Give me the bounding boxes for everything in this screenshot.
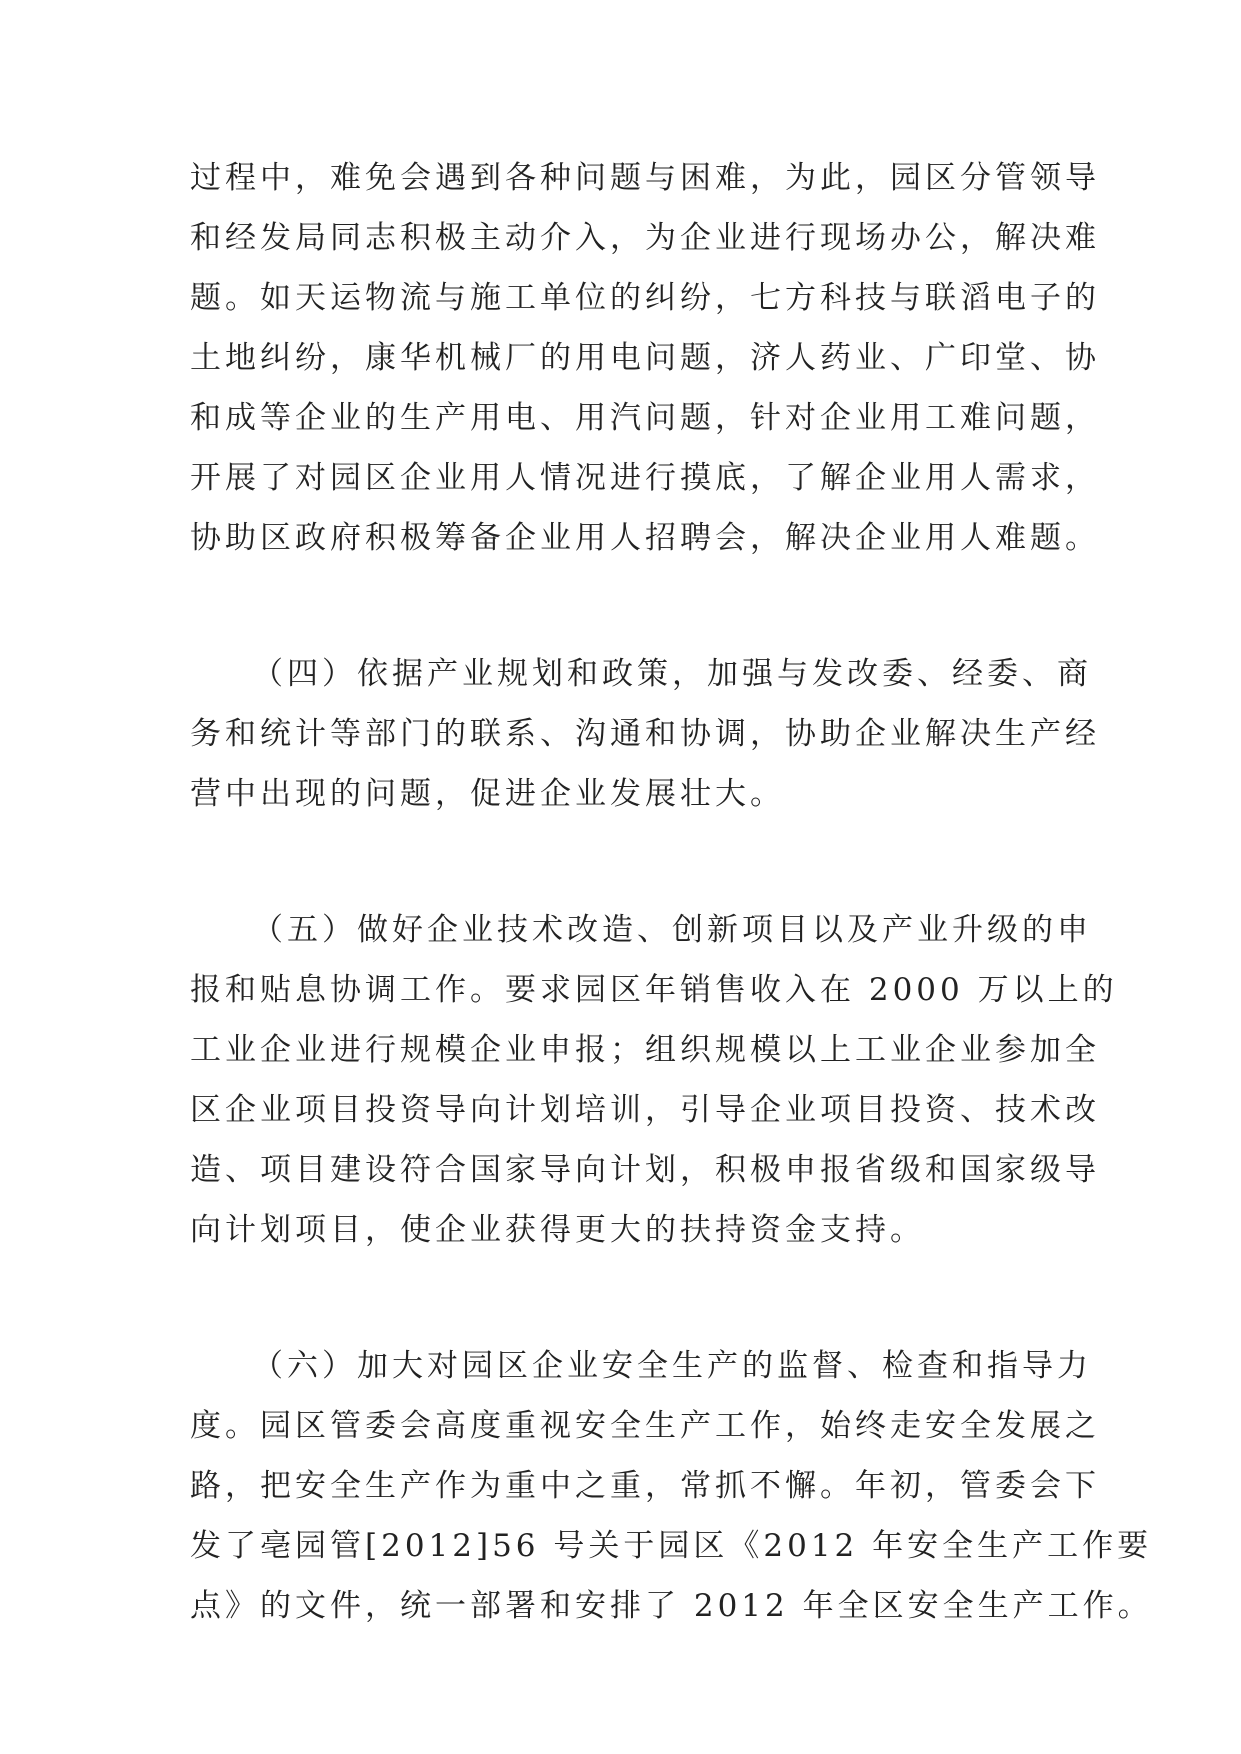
paragraph-gap [190, 568, 1070, 644]
text-line: 路，把安全生产作为重中之重，常抓不懈。年初，管委会下 [190, 1468, 1100, 1504]
text-line: 和经发局同志积极主动介入，为企业进行现场办公，解决难 [190, 220, 1100, 256]
text-line: 报和贴息协调工作。要求园区年销售收入在 2000 万以上的 [190, 972, 1118, 1008]
text-line: 造、项目建设符合国家导向计划，积极申报省级和国家级导 [190, 1152, 1100, 1188]
text-line: （五）做好企业技术改造、创新项目以及产业升级的申 [252, 912, 1092, 948]
text-line: 向计划项目，使企业获得更大的扶持资金支持。 [190, 1212, 925, 1248]
text-line: 和成等企业的生产用电、用汽问题，针对企业用工难问题， [190, 400, 1100, 436]
text-line: 开展了对园区企业用人情况进行摸底，了解企业用人需求， [190, 460, 1100, 496]
text-line: 题。如天运物流与施工单位的纠纷，七方科技与联滔电子的 [190, 280, 1100, 316]
text-line: 协助区政府积极筹备企业用人招聘会，解决企业用人难题。 [190, 520, 1100, 556]
text-line: （四）依据产业规划和政策，加强与发改委、经委、商 [252, 656, 1092, 692]
text-line: 过程中，难免会遇到各种问题与困难，为此，园区分管领导 [190, 160, 1100, 196]
paragraph-section-6 [190, 1336, 1153, 1636]
text-line: 点》的文件，统一部署和安排了 2012 年全区安全生产工作。 [190, 1588, 1153, 1624]
text-line: （六）加大对园区企业安全生产的监督、检查和指导力 [252, 1348, 1092, 1384]
text-line: 土地纠纷，康华机械厂的用电问题，济人药业、广印堂、协 [190, 340, 1100, 376]
paragraph-gap [190, 824, 1070, 900]
text-line: 度。园区管委会高度重视安全生产工作，始终走安全发展之 [190, 1408, 1100, 1444]
paragraph-section-5 [190, 900, 1118, 1260]
paragraph-continuation [190, 148, 1100, 568]
text-line: 区企业项目投资导向计划培训，引导企业项目投资、技术改 [190, 1092, 1100, 1128]
text-line: 务和统计等部门的联系、沟通和协调，协助企业解决生产经 [190, 716, 1100, 752]
paragraph-gap [190, 1260, 1070, 1336]
paragraph-section-4 [190, 644, 1100, 824]
document-body [190, 148, 1153, 1636]
text-line: 工业企业进行规模企业申报；组织规模以上工业企业参加全 [190, 1032, 1100, 1068]
text-line: 营中出现的问题，促进企业发展壮大。 [190, 776, 785, 812]
text-line: 发了亳园管[2012]56 号关于园区《2012 年安全生产工作要 [190, 1528, 1153, 1564]
